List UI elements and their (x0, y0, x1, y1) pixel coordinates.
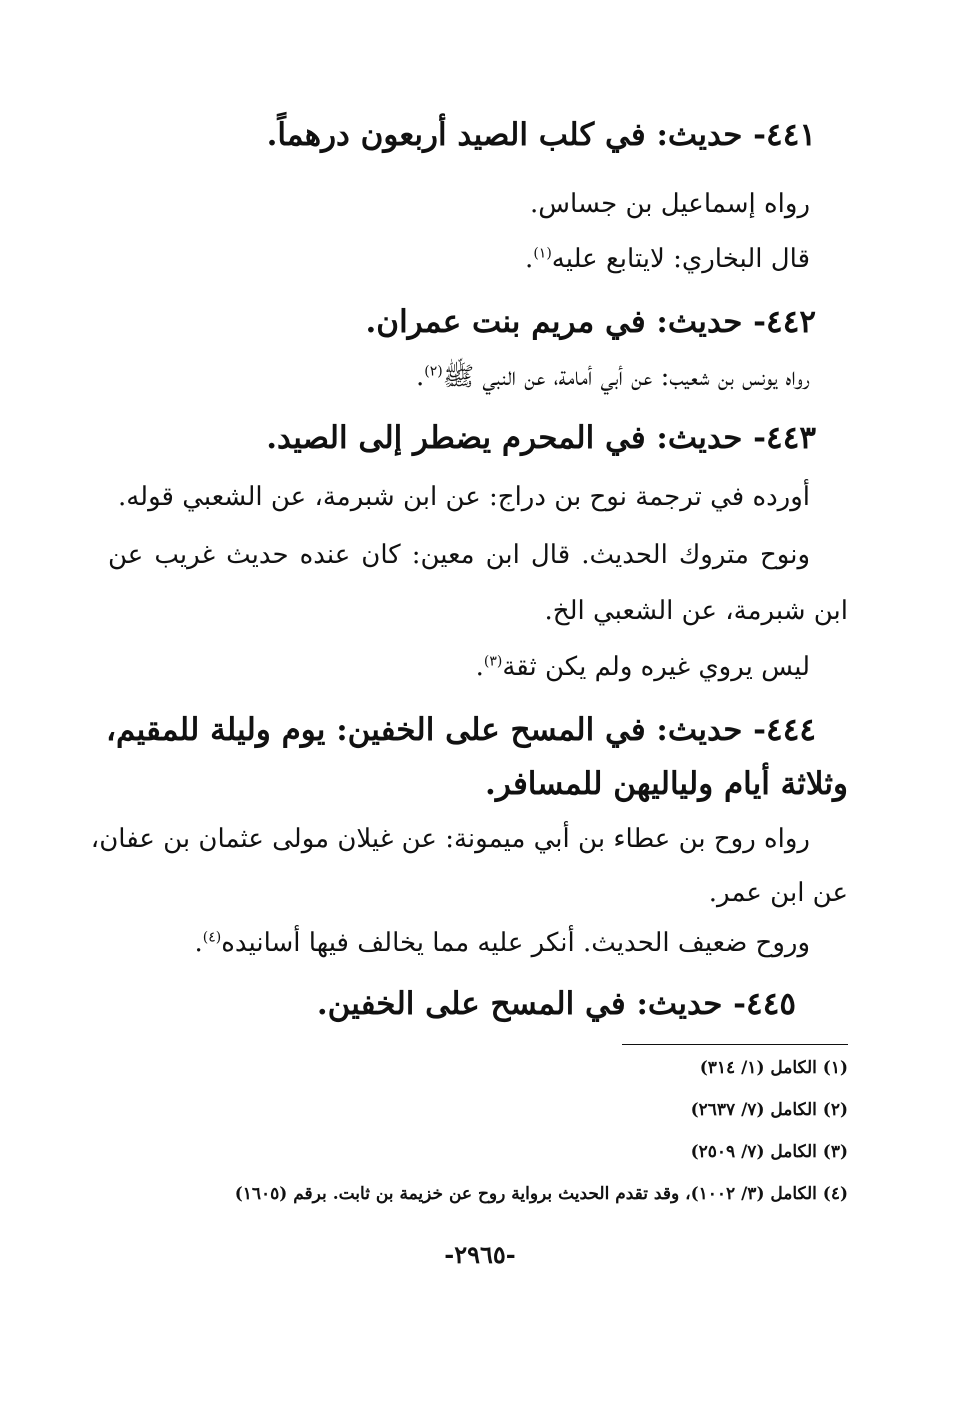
hadith-heading-442: ٤٤٢- حديث: في مريم بنت عمران. (365, 304, 816, 340)
text-punctuation: . (475, 652, 484, 682)
text-punctuation: . (525, 244, 534, 274)
footnote-4: (٤) الكامل (٣/ ١٠٠٢)، وقد تقدم الحديث برواية روح عن خزيمة بن ثابت. برقم (١٦٠٥) (234, 1184, 848, 1204)
text-segment: رواه يونس بن شعيب: عن أبي أمامة، عن النبي ﷺ (442, 362, 810, 392)
footnote-marker: (٢) (424, 363, 443, 380)
text-line (416, 362, 810, 393)
hadith-heading-441: ٤٤١- حديث: في كلب الصيد أربعون درهماً. (266, 117, 816, 153)
footnote-3: (٣) الكامل (٧/ ٢٥٠٩) (690, 1142, 848, 1162)
text-segment: قال البخاري: لايتابع عليه (551, 244, 810, 274)
text-segment: وروح ضعيف الحديث. أنكر عليه مما يخالف فيها أسانيده (221, 928, 810, 958)
footnote-marker: (٣) (483, 653, 503, 670)
text-line (476, 652, 810, 683)
hadith-heading-continuation: وثلاثة أيام ولياليهن للمسافر. (485, 766, 848, 802)
text-line: رواه إسماعيل بن جساس. (530, 189, 810, 219)
text-line: عن ابن عمر. (708, 878, 848, 908)
text-line: ابن شبرمة، عن الشعبي الخ. (544, 596, 848, 626)
footnote-2: (٢) الكامل (٧/ ٢٦٣٧) (690, 1100, 848, 1120)
footnote-marker: (١) (533, 245, 552, 262)
footnote-marker: (٤) (202, 929, 222, 946)
text-line (195, 928, 810, 959)
text-line: رواه روح بن عطاء بن أبي ميمونة: عن غيلان مولى عثمان بن عفان، (90, 824, 810, 854)
text-segment: ليس يروي غيره ولم يكن ثقة (502, 652, 810, 682)
hadith-heading-443: ٤٤٣- حديث: في المحرم يضطر إلى الصيد. (266, 420, 816, 456)
footnote-1: (١) الكامل (١/ ٣١٤) (699, 1058, 848, 1078)
page-number: -٢٩٦٥- (444, 1240, 516, 1269)
text-line (525, 244, 810, 275)
footnote-divider (622, 1044, 848, 1045)
hadith-heading-444: ٤٤٤- حديث: في المسح على الخفين: يوم وليلة للمقيم، (106, 712, 816, 748)
text-line: ونوح متروك الحديث. قال ابن معين: كان عنده حديث غريب عن (108, 540, 810, 570)
text-punctuation: . (194, 928, 203, 958)
text-line: أورده في ترجمة نوح بن دراج: عن ابن شبرمة، عن الشعبي قوله. (117, 482, 810, 512)
hadith-heading-445: ٤٤٥- حديث: في المسح على الخفين. (316, 986, 796, 1022)
text-punctuation: . (416, 362, 425, 392)
